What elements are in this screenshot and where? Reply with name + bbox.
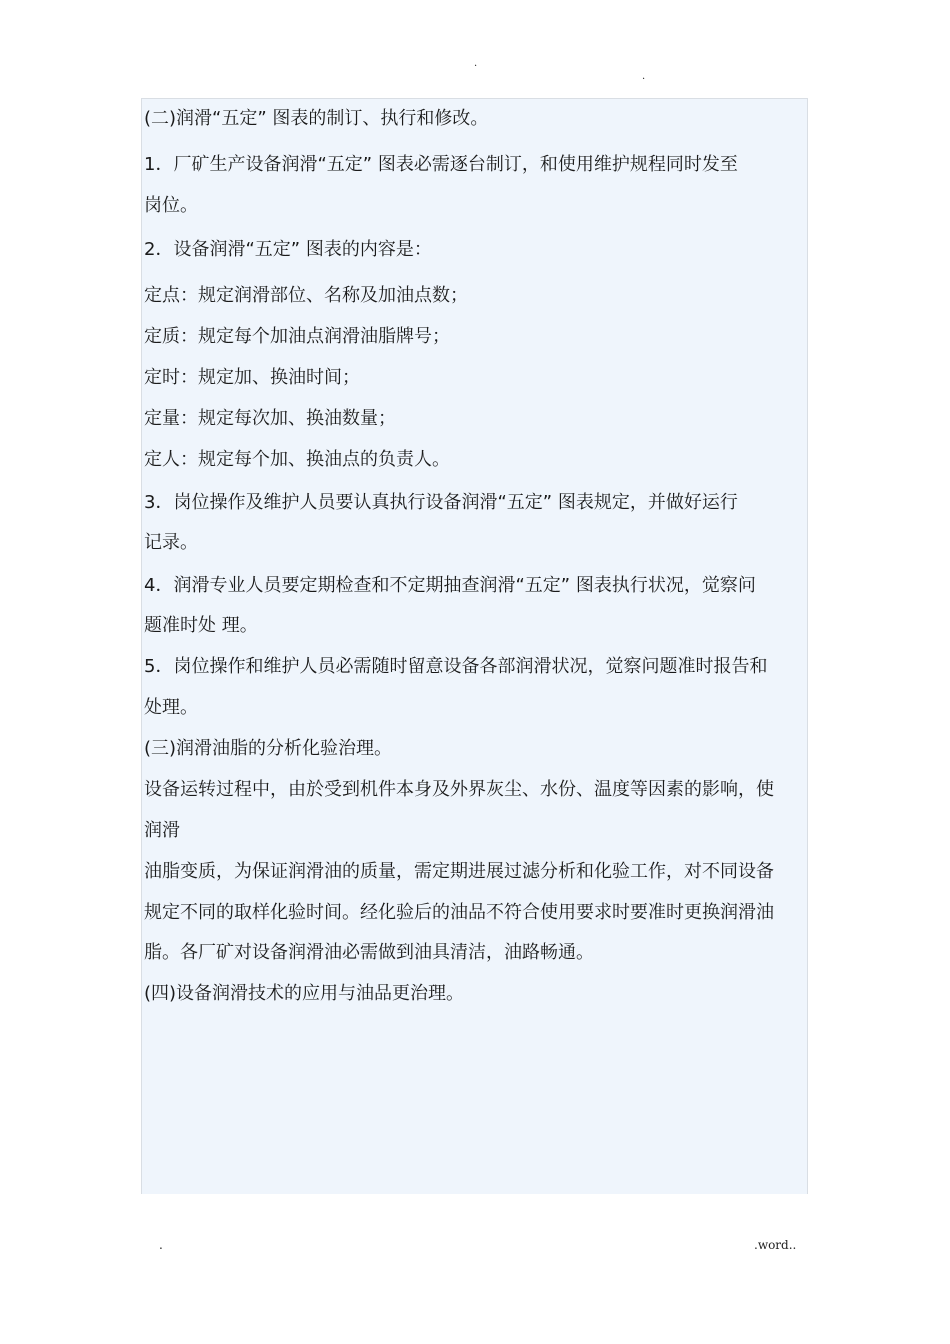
list-item: 定量：规定每次加、换油数量； bbox=[144, 408, 396, 429]
paragraph-line: 设备运转过程中，由於受到机件本身及外界灰尘、水份、温度等因素的影响，使 bbox=[144, 779, 774, 800]
paragraph-line: 3．岗位操作及维护人员要认真执行设备润滑“五定” 图表规定，并做好运行 bbox=[144, 492, 738, 513]
paragraph-line: 油脂变质，为保证润滑油的质量，需定期进展过滤分析和化验工作，对不同设备 bbox=[144, 861, 774, 882]
paragraph-line: 5．岗位操作和维护人员必需随时留意设备各部润滑状况，觉察问题准时报告和 bbox=[144, 656, 768, 677]
paragraph-line: 4．润滑专业人员要定期检查和不定期抽查润滑“五定” 图表执行状况，觉察问 bbox=[144, 575, 756, 596]
paragraph-line: 2．设备润滑“五定” 图表的内容是： bbox=[144, 239, 432, 260]
list-item: 定时：规定加、换油时间； bbox=[144, 367, 360, 388]
paragraph-line: 处理。 bbox=[144, 697, 198, 718]
list-item: 定人：规定每个加、换油点的负责人。 bbox=[144, 449, 450, 470]
list-item: 定点：规定润滑部位、名称及加油点数； bbox=[144, 285, 468, 306]
paragraph-line: 润滑 bbox=[144, 820, 180, 841]
paragraph-line: 1．厂矿生产设备润滑“五定” 图表必需逐台制订，和使用维护规程同时发至 bbox=[144, 154, 738, 175]
content-panel bbox=[141, 98, 808, 1194]
paragraph-line: 题准时处 理。 bbox=[144, 615, 258, 636]
section-heading-4: (四)设备润滑技术的应用与油品更治理。 bbox=[144, 983, 465, 1004]
list-item: 定质：规定每个加油点润滑油脂牌号； bbox=[144, 326, 450, 347]
paragraph-line: 岗位。 bbox=[144, 195, 198, 216]
paragraph-line: 记录。 bbox=[144, 532, 198, 553]
section-heading-3: (三)润滑油脂的分析化验治理。 bbox=[144, 738, 393, 759]
footer-mark-left: . bbox=[159, 1238, 163, 1252]
paragraph-line: 脂。各厂矿对设备润滑油必需做到油具清洁，油路畅通。 bbox=[144, 942, 594, 963]
header-mark-left: . bbox=[474, 58, 478, 69]
header-mark-right: . bbox=[642, 71, 646, 82]
paragraph-line: 规定不同的取样化验时间。经化验后的油品不符合使用要求时要准时更换润滑油 bbox=[144, 902, 774, 923]
section-heading-2: (二)润滑“五定” 图表的制订、执行和修改。 bbox=[144, 108, 489, 129]
footer-mark-right: .word.. bbox=[754, 1238, 797, 1252]
